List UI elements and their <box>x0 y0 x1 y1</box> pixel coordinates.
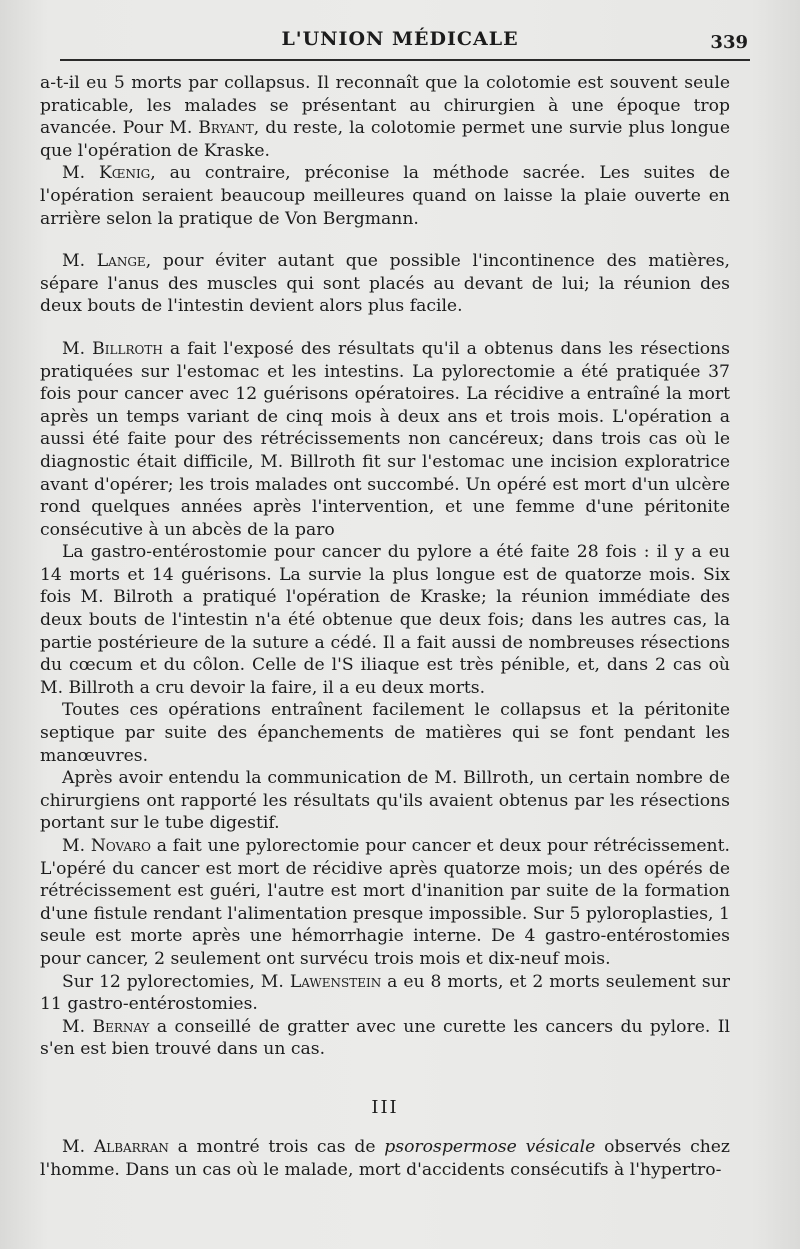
paragraph: La gastro-entérostomie pour cancer du pylore a été faite 28 fois : il y a eu 14 morts et 14 guérisons. La survie la plus longue est de quatorze mois. Six fois M. Bilroth a pratiqué l'opération de Kraske; la réunion immédiate des deux bouts de l'intestin n'a été obtenue que deux fois; dans les autres cas, la partie postérieure de la suture a cédé. Il a fait aussi de nombreuses résections du cœcum et du côlon. Celle de l'S iliaque est très pénible, et, dans 2 cas où M. Billroth a cru devoir la faire, il a eu deux morts. <box>40 542 730 698</box>
paragraph-text: a fait une pylorectomie pour cancer et deux pour rétrécissement. L'opéré du cancer est mort de récidive après quatorze mois; un des opérés de rétrécissement est guéri, l'autre est mort d'inanition par suite de la formation d'une fistule rendant l'alimentation presque impossible. Sur 5 pyloroplasties, 1 seule est morte après une hémorrhagie interne. De 4 gastro-entérostomies pour cancer, 2 seulement ont survécu trois mois et dix-neuf mois. <box>40 836 730 969</box>
paragraph <box>40 1016 730 1061</box>
paragraph-text: M. <box>62 1136 94 1157</box>
person-name: Albarran <box>93 1136 169 1157</box>
paragraph-text: , au contraire, préconise la méthode sacrée. Les suites de l'opération seraient beaucoup meilleures quand on laisse la plaie ouverte en arrière selon la pratique de Von Bergmann. <box>40 163 730 229</box>
paragraph-text: M. <box>62 338 93 359</box>
header-rule <box>60 59 750 61</box>
person-name: Lange <box>96 251 146 272</box>
paragraph-text: Sur 12 pylorectomies, M. <box>62 971 290 992</box>
paragraph-text: M. <box>62 251 97 272</box>
person-name: Novaro <box>90 836 151 856</box>
paragraph <box>40 250 730 318</box>
paragraph: Après avoir entendu la communication de M. Billroth, un certain nombre de chirurgiens ont rapporté les résultats qu'ils avaient obtenus par les résections portant sur le tube digestif. <box>40 768 730 834</box>
person-name: Kœnig <box>98 163 151 184</box>
spacer <box>40 318 730 338</box>
page-number: 339 <box>710 32 748 53</box>
running-title: L'UNION MÉDICALE <box>281 28 519 50</box>
section-heading: III <box>371 1096 399 1118</box>
paragraph-text: a conseillé de gratter avec une curette les cancers du pylore. Il s'en est bien trouvé dans un cas. <box>40 1016 731 1060</box>
paragraph-text: M. <box>62 836 91 856</box>
paragraph <box>40 162 730 230</box>
paragraph-text: a eu 8 morts, et 2 morts seulement sur 11 gastro-entérostomies. <box>40 971 731 1015</box>
paragraph-text: , pour éviter autant que possible l'incontinence des matières, sépare l'anus des muscles qui sont placés au devant de lui; la réunion des deux bouts de l'intestin devient alors plus facile. <box>40 251 730 317</box>
paragraph-text: a fait l'exposé des résultats qu'il a obtenus dans les résections pratiquées sur l'estomac et les intestins. La pylorectomie a été pratiquée 37 fois pour cancer avec 12 guérisons opératoires. La récidive a entraîné la mort après un temps variant de cinq mois à deux ans et trois mois. L'opération a aussi été faite pour des rétrécissements non cancéreux; dans trois cas où le diagnostic était difficile, M. Billroth fit sur l'estomac une incision exploratrice avant d'opérer; les trois malades ont succombé. Un opéré est mort d'un ulcère rond quelques années après l'intervention, et une femme d'une péritonite consécutive à un abcès de la paro <box>40 338 730 540</box>
person-name: Bernay <box>92 1016 150 1037</box>
paragraph <box>40 72 730 162</box>
italic-term: psorospermose vésicale <box>384 1136 596 1157</box>
person-name: Billroth <box>92 338 163 359</box>
paragraph-text: M. <box>62 163 99 184</box>
spacer <box>40 230 730 250</box>
running-header <box>40 26 760 62</box>
paragraph <box>40 1136 730 1181</box>
person-name: Lawenstein <box>289 971 382 992</box>
article-body <box>40 72 730 1181</box>
paragraph <box>40 835 730 971</box>
paragraph-text: a montré trois cas de <box>168 1136 385 1157</box>
paragraph-text: , du reste, la colotomie permet une survie plus longue que l'opération de Kraske. <box>40 118 730 161</box>
paragraph-text: observés chez l'homme. Dans un cas où le malade, mort d'accidents consécutifs à l'hypertro- <box>40 1136 730 1180</box>
paragraph <box>40 338 730 541</box>
paragraph-text: a-t-il eu 5 morts par collapsus. Il reconnaît que la colotomie est souvent seule praticable, les malades se présentant au chirurgien à une époque trop avancée. Pour M. <box>40 73 730 139</box>
paragraph <box>40 971 730 1016</box>
paragraph: Toutes ces opérations entraînent facilement le collapsus et la péritonite septique par suite des épanchements de matières qui se font pendant les manœuvres. <box>40 700 730 766</box>
paragraph-text: M. <box>62 1016 93 1037</box>
person-name: Bryant <box>198 118 254 139</box>
